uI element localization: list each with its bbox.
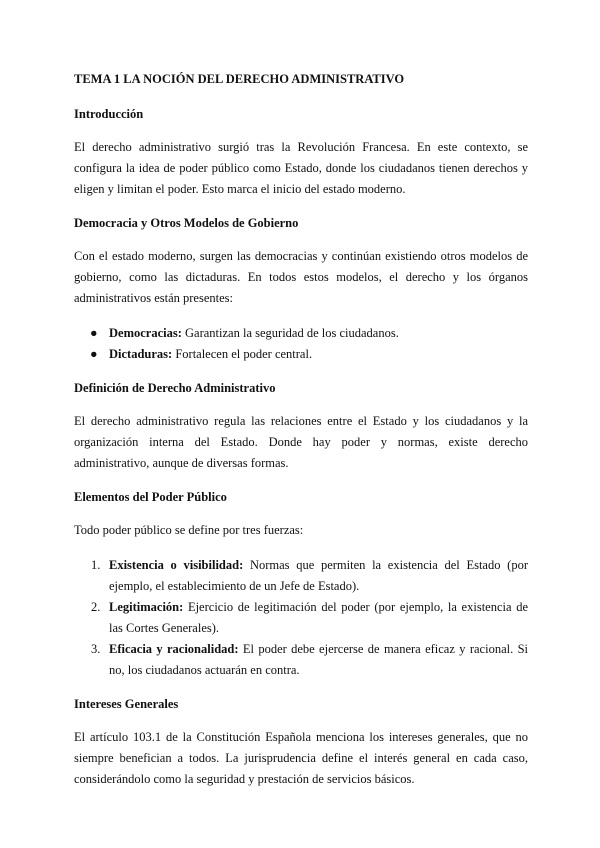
- bullet-list-modelos: [74, 323, 528, 365]
- bullet-icon: ●: [90, 347, 98, 361]
- section-paragraph-introduccion: El derecho administrativo surgió tras la Revolución Francesa. En este contexto, se configura la idea de poder público como Estado, donde los ciudadanos tienen derechos y eligen y limitan el poder. Esto marca el inicio del estado moderno.: [74, 140, 528, 196]
- list-item-text: Normas que permiten la existencia del Estado (por ejemplo, el establecimiento de un Jefe de Estado).: [109, 558, 528, 593]
- list-item: [74, 344, 528, 365]
- list-item: [74, 555, 528, 597]
- section-heading-introduccion: Introducción: [74, 107, 144, 121]
- list-item-text: El poder debe ejercerse de manera eficaz y racional. Si no, los ciudadanos actuarán en contra.: [109, 642, 528, 677]
- section-paragraph-elementos: Todo poder público se define por tres fuerzas:: [74, 523, 304, 537]
- list-item: [74, 639, 528, 681]
- numbered-list-fuerzas: [74, 555, 528, 681]
- section-paragraph-definicion: El derecho administrativo regula las relaciones entre el Estado y los ciudadanos y la organización interna del Estado. Donde hay poder y normas, existe derecho administrativo, aunque de diversas formas.: [74, 414, 528, 470]
- list-item-term: Existencia o visibilidad:: [109, 558, 244, 572]
- document-title: TEMA 1 LA NOCIÓN DEL DERECHO ADMINISTRATIVO: [74, 72, 405, 86]
- section-paragraph-intereses: El artículo 103.1 de la Constitución Española menciona los intereses generales, que no siempre benefician a todos. La jurisprudencia define el interés general en cada caso, considerándolo como la seguridad y prestación de servicios básicos.: [74, 730, 528, 786]
- section-heading-intereses: Intereses Generales: [74, 697, 179, 711]
- section-heading-democracia: Democracia y Otros Modelos de Gobierno: [74, 216, 299, 230]
- document-page: [74, 70, 528, 804]
- list-item-term: Eficacia y racionalidad:: [109, 642, 239, 656]
- section-heading-elementos: Elementos del Poder Público: [74, 490, 227, 504]
- list-item: [74, 323, 528, 344]
- list-item-number: 3.: [91, 642, 101, 656]
- bullet-icon: ●: [90, 326, 98, 340]
- list-item: [74, 597, 528, 639]
- list-item-term: Democracias:: [109, 326, 182, 340]
- list-item-number: 2.: [91, 600, 101, 614]
- list-item-term: Dictaduras:: [109, 347, 173, 361]
- list-item-text: Fortalecen el poder central.: [172, 347, 313, 361]
- section-heading-definicion: Definición de Derecho Administrativo: [74, 381, 276, 395]
- section-paragraph-democracia: Con el estado moderno, surgen las democracias y continúan existiendo otros modelos de gobierno, como las dictaduras. En todos estos modelos, el derecho y los órganos administrativos están presentes:: [74, 249, 528, 305]
- list-item-text: Ejercicio de legitimación del poder (por ejemplo, la existencia de las Cortes Generales).: [109, 600, 528, 635]
- list-item-text: Garantizan la seguridad de los ciudadanos.: [181, 326, 399, 340]
- list-item-term: Legitimación:: [109, 600, 184, 614]
- list-item-number: 1.: [91, 558, 101, 572]
